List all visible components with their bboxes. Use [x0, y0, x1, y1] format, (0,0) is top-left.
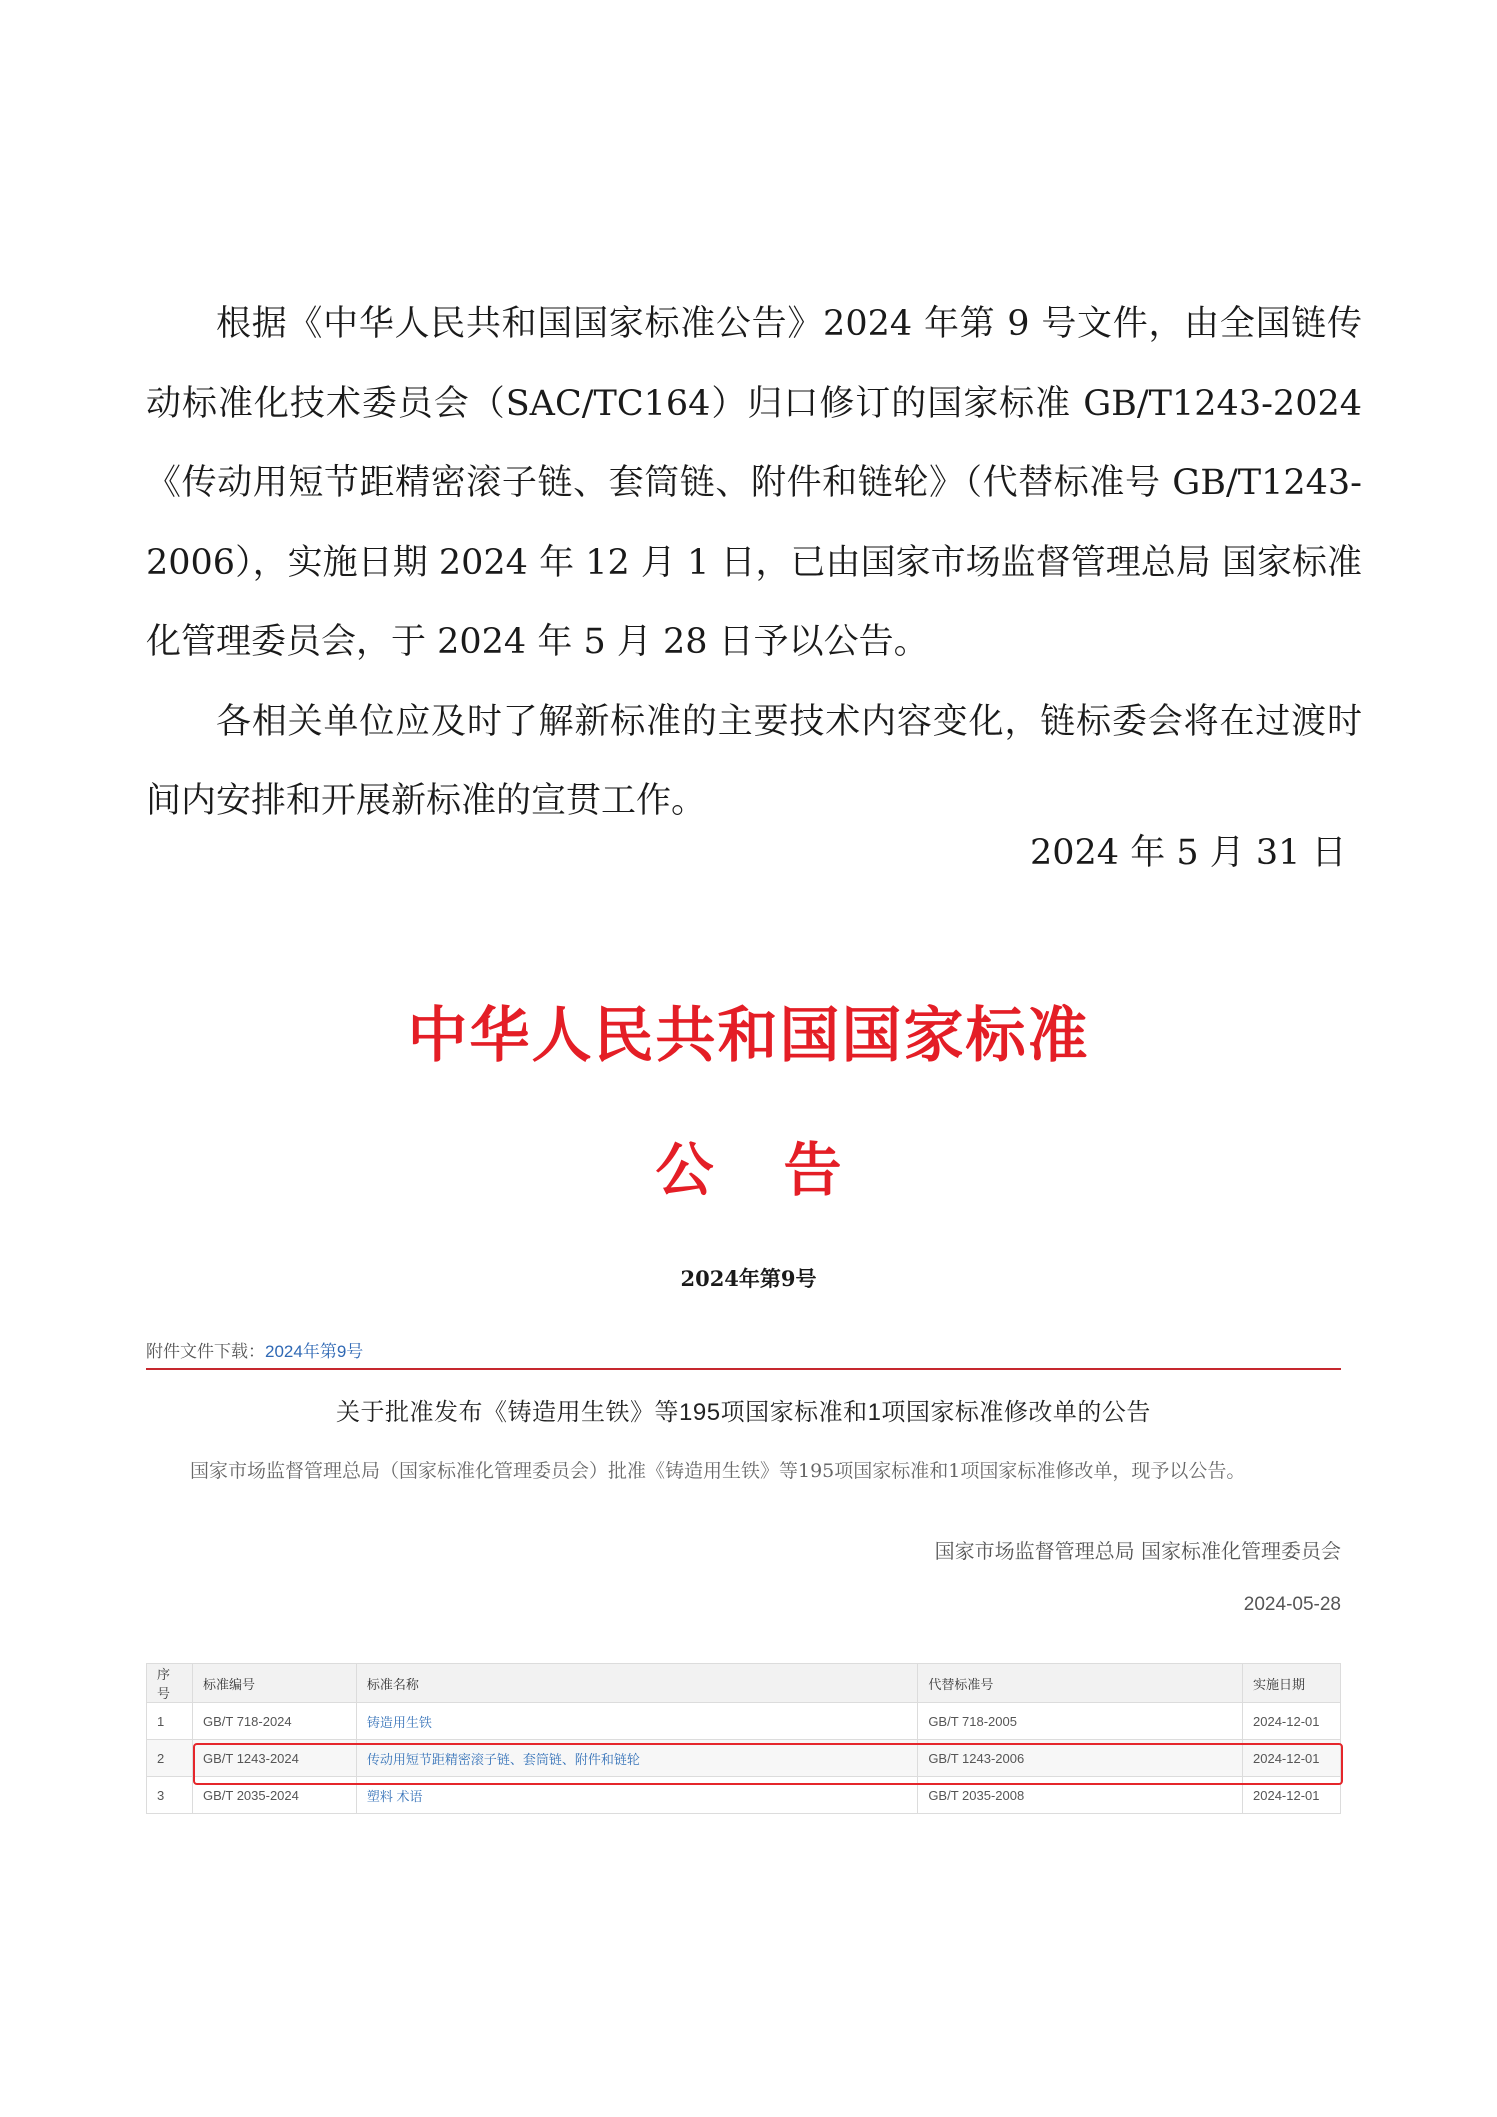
letter-date: 2024 年 5 月 31 日: [1030, 833, 1347, 873]
header-date: 实施日期: [1243, 1664, 1341, 1703]
cell-index: 2: [147, 1740, 193, 1777]
header-std-name: 标准名称: [356, 1664, 917, 1703]
cell-replaced: GB/T 1243-2006: [918, 1740, 1243, 1777]
cell-date: 2024-12-01: [1243, 1777, 1341, 1814]
table-row-highlighted: [147, 1740, 1341, 1777]
announcement-subtitle: 公告: [655, 1136, 912, 1204]
cell-date: 2024-12-01: [1243, 1703, 1341, 1740]
header-replaced: 代替标准号: [918, 1664, 1243, 1703]
table-row: [147, 1703, 1341, 1740]
notice-signature: 国家市场监督管理总局 国家标准化管理委员会: [934, 1539, 1341, 1563]
notice-title: 关于批准发布《铸造用生铁》等195项国家标准和1项国家标准修改单的公告: [336, 1399, 1151, 1426]
cell-std-name-link[interactable]: 铸造用生铁: [356, 1703, 917, 1740]
attachment-label: 附件文件下载：: [146, 1342, 265, 1361]
cell-replaced: GB/T 718-2005: [918, 1703, 1243, 1740]
attachment-bar: [146, 1340, 1341, 1370]
issue-number: 2024年第9号: [680, 1266, 817, 1291]
header-index: 序号: [147, 1664, 193, 1703]
cell-std-no: GB/T 718-2024: [192, 1703, 356, 1740]
notice-date: 2024-05-28: [1243, 1594, 1341, 1615]
letter-paragraph-1: 根据《中华人民共和国国家标准公告》2024 年第 9 号文件，由全国链传动标准化技术委员会（SAC/TC164）归口修订的国家标准 GB/T1243-2024《传动用短节距精密滚子链、套筒链、附件和链轮》（代替标准号 GB/T1243-2006），实施日期 2024 年 12 月 1 日，已由国家市场监督管理总局 国家标准化管理委员会，于 2024 年 5 月 28 日予以公告。: [146, 304, 1362, 662]
header-std-no: 标准编号: [192, 1664, 356, 1703]
attachment-link[interactable]: 2024年第9号: [265, 1342, 364, 1361]
cell-index: 3: [147, 1777, 193, 1814]
table-header-row: [147, 1664, 1341, 1703]
cell-std-name-link[interactable]: 传动用短节距精密滚子链、套筒链、附件和链轮: [356, 1740, 917, 1777]
table-row: [147, 1777, 1341, 1814]
cell-std-name-link[interactable]: 塑料 术语: [356, 1777, 917, 1814]
cell-replaced: GB/T 2035-2008: [918, 1777, 1243, 1814]
letter-body: [146, 285, 1362, 842]
letter-paragraph-2: 各相关单位应及时了解新标准的主要技术内容变化，链标委会将在过渡时间内安排和开展新标准的宣贯工作。: [146, 701, 1362, 821]
cell-std-no: GB/T 2035-2024: [192, 1777, 356, 1814]
notice-body: 国家市场监督管理总局（国家标准化管理委员会）批准《铸造用生铁》等195项国家标准和1项国家标准修改单，现予以公告。: [190, 1460, 1246, 1482]
cell-std-no: GB/T 1243-2024: [192, 1740, 356, 1777]
announcement-title: 中华人民共和国国家标准: [407, 1001, 1090, 1071]
web-notice: [146, 1340, 1341, 1616]
cell-index: 1: [147, 1703, 193, 1740]
cell-date: 2024-12-01: [1243, 1740, 1341, 1777]
standards-table: [146, 1663, 1341, 1814]
